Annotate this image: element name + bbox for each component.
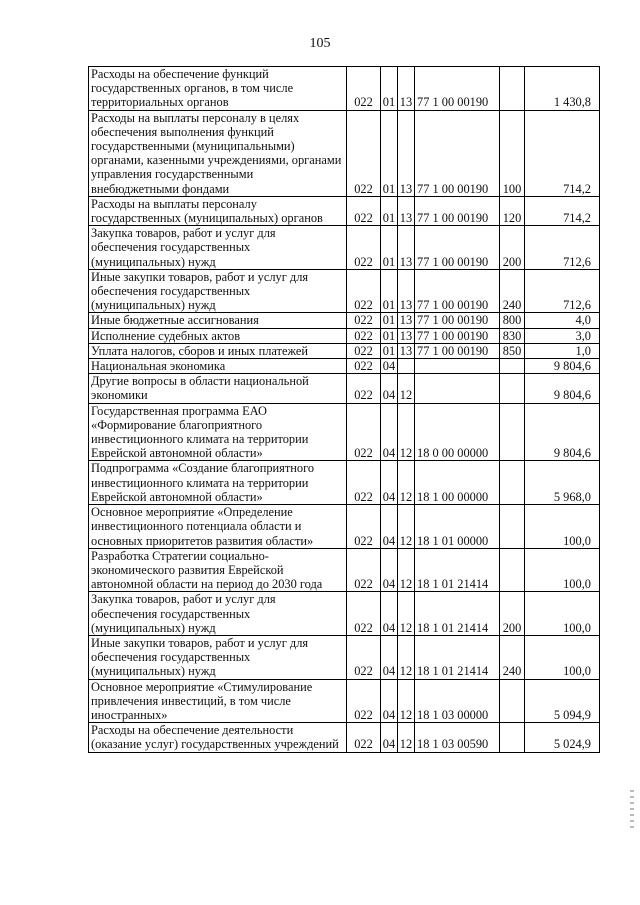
ministry-code: 022 <box>347 592 381 636</box>
amount-value: 9 804,6 <box>525 403 600 461</box>
subsection-code: 12 <box>398 592 415 636</box>
target-article-code: 18 1 01 21414 <box>415 592 500 636</box>
row-name: Иные закупки товаров, работ и услуг для обеспечения государственных (муниципальных) нужд <box>89 635 347 679</box>
expense-type-code: 830 <box>500 328 525 343</box>
table-row <box>89 374 600 403</box>
row-name: Иные закупки товаров, работ и услуг для обеспечения государственных (муниципальных) нужд <box>89 269 347 313</box>
section-code: 04 <box>381 461 398 505</box>
table-row <box>89 343 600 358</box>
table-row <box>89 635 600 679</box>
target-article-code: 18 1 03 00000 <box>415 679 500 723</box>
expense-type-code <box>500 548 525 592</box>
expense-type-code: 240 <box>500 269 525 313</box>
subsection-code <box>398 359 415 374</box>
expense-type-code <box>500 403 525 461</box>
row-name: Расходы на выплаты персоналу государственных (муниципальных) органов <box>89 196 347 225</box>
amount-value: 100,0 <box>525 548 600 592</box>
target-article-code: 18 1 01 21414 <box>415 548 500 592</box>
section-code: 01 <box>381 269 398 313</box>
table-row <box>89 548 600 592</box>
amount-value: 1,0 <box>525 343 600 358</box>
amount-value: 3,0 <box>525 328 600 343</box>
amount-value: 4,0 <box>525 313 600 328</box>
section-code: 01 <box>381 328 398 343</box>
subsection-code: 12 <box>398 548 415 592</box>
section-code: 04 <box>381 359 398 374</box>
budget-table <box>88 66 600 753</box>
table-row <box>89 226 600 270</box>
target-article-code: 77 1 00 00190 <box>415 343 500 358</box>
ministry-code: 022 <box>347 328 381 343</box>
row-name: Национальная экономика <box>89 359 347 374</box>
section-code: 04 <box>381 374 398 403</box>
section-code: 01 <box>381 313 398 328</box>
row-name: Закупка товаров, работ и услуг для обеспечения государственных (муниципальных) нужд <box>89 592 347 636</box>
table-row <box>89 679 600 723</box>
row-name: Государственная программа ЕАО «Формирование благоприятного инвестиционного климата на территории Еврейской автономной области» <box>89 403 347 461</box>
section-code: 01 <box>381 226 398 270</box>
target-article-code: 77 1 00 00190 <box>415 313 500 328</box>
target-article-code: 18 1 01 00000 <box>415 505 500 549</box>
ministry-code: 022 <box>347 548 381 592</box>
target-article-code: 77 1 00 00190 <box>415 269 500 313</box>
expense-type-code <box>500 505 525 549</box>
section-code: 01 <box>381 67 398 111</box>
expense-type-code: 100 <box>500 110 525 196</box>
target-article-code: 18 1 03 00590 <box>415 723 500 752</box>
table-row <box>89 196 600 225</box>
amount-value: 5 024,9 <box>525 723 600 752</box>
subsection-code: 13 <box>398 226 415 270</box>
target-article-code: 77 1 00 00190 <box>415 226 500 270</box>
table-row <box>89 359 600 374</box>
amount-value: 712,6 <box>525 269 600 313</box>
amount-value: 9 804,6 <box>525 374 600 403</box>
ministry-code: 022 <box>347 403 381 461</box>
ministry-code: 022 <box>347 269 381 313</box>
amount-value: 714,2 <box>525 196 600 225</box>
row-name: Основное мероприятие «Определение инвестиционного потенциала области и основных приоритетов развития области» <box>89 505 347 549</box>
scan-edge-marks <box>630 790 634 830</box>
amount-value: 5 968,0 <box>525 461 600 505</box>
expense-type-code: 240 <box>500 635 525 679</box>
row-name: Расходы на обеспечение функций государственных органов, в том числе территориальных органов <box>89 67 347 111</box>
ministry-code: 022 <box>347 374 381 403</box>
ministry-code: 022 <box>347 635 381 679</box>
ministry-code: 022 <box>347 723 381 752</box>
section-code: 04 <box>381 592 398 636</box>
table-row <box>89 723 600 752</box>
row-name: Подпрограмма «Создание благоприятного инвестиционного климата на территории Еврейской автономной области» <box>89 461 347 505</box>
subsection-code: 13 <box>398 343 415 358</box>
subsection-code: 12 <box>398 679 415 723</box>
target-article-code: 77 1 00 00190 <box>415 67 500 111</box>
amount-value: 1 430,8 <box>525 67 600 111</box>
row-name: Иные бюджетные ассигнования <box>89 313 347 328</box>
ministry-code: 022 <box>347 505 381 549</box>
table-row <box>89 67 600 111</box>
row-name: Разработка Стратегии социально-экономического развития Еврейской автономной области на период до 2030 года <box>89 548 347 592</box>
expense-type-code <box>500 359 525 374</box>
expense-type-code <box>500 679 525 723</box>
expense-type-code <box>500 374 525 403</box>
target-article-code: 77 1 00 00190 <box>415 328 500 343</box>
ministry-code: 022 <box>347 110 381 196</box>
subsection-code: 13 <box>398 313 415 328</box>
amount-value: 712,6 <box>525 226 600 270</box>
table-row <box>89 269 600 313</box>
table-row <box>89 110 600 196</box>
expense-type-code <box>500 67 525 111</box>
section-code: 04 <box>381 679 398 723</box>
table-row <box>89 592 600 636</box>
ministry-code: 022 <box>347 679 381 723</box>
target-article-code: 77 1 00 00190 <box>415 110 500 196</box>
expense-type-code <box>500 723 525 752</box>
row-name: Основное мероприятие «Стимулирование привлечения инвестиций, в том числе иностранных» <box>89 679 347 723</box>
section-code: 04 <box>381 505 398 549</box>
amount-value: 9 804,6 <box>525 359 600 374</box>
subsection-code: 13 <box>398 110 415 196</box>
row-name: Уплата налогов, сборов и иных платежей <box>89 343 347 358</box>
ministry-code: 022 <box>347 196 381 225</box>
target-article-code: 18 1 00 00000 <box>415 461 500 505</box>
amount-value: 5 094,9 <box>525 679 600 723</box>
ministry-code: 022 <box>347 226 381 270</box>
expense-type-code: 200 <box>500 226 525 270</box>
subsection-code: 12 <box>398 723 415 752</box>
table-row <box>89 505 600 549</box>
target-article-code <box>415 359 500 374</box>
subsection-code: 13 <box>398 67 415 111</box>
subsection-code: 12 <box>398 374 415 403</box>
ministry-code: 022 <box>347 67 381 111</box>
expense-type-code <box>500 461 525 505</box>
row-name: Расходы на обеспечение деятельности (оказание услуг) государственных учреждений <box>89 723 347 752</box>
ministry-code: 022 <box>347 359 381 374</box>
section-code: 04 <box>381 548 398 592</box>
target-article-code: 77 1 00 00190 <box>415 196 500 225</box>
table-row <box>89 461 600 505</box>
budget-table-body <box>89 67 600 753</box>
subsection-code: 12 <box>398 403 415 461</box>
expense-type-code: 850 <box>500 343 525 358</box>
subsection-code: 13 <box>398 328 415 343</box>
target-article-code <box>415 374 500 403</box>
amount-value: 714,2 <box>525 110 600 196</box>
subsection-code: 12 <box>398 505 415 549</box>
subsection-code: 12 <box>398 461 415 505</box>
row-name: Исполнение судебных актов <box>89 328 347 343</box>
row-name: Закупка товаров, работ и услуг для обеспечения государственных (муниципальных) нужд <box>89 226 347 270</box>
section-code: 01 <box>381 110 398 196</box>
subsection-code: 13 <box>398 196 415 225</box>
row-name: Другие вопросы в области национальной экономики <box>89 374 347 403</box>
amount-value: 100,0 <box>525 592 600 636</box>
subsection-code: 12 <box>398 635 415 679</box>
ministry-code: 022 <box>347 313 381 328</box>
section-code: 04 <box>381 635 398 679</box>
target-article-code: 18 1 01 21414 <box>415 635 500 679</box>
target-article-code: 18 0 00 00000 <box>415 403 500 461</box>
amount-value: 100,0 <box>525 505 600 549</box>
section-code: 01 <box>381 196 398 225</box>
ministry-code: 022 <box>347 461 381 505</box>
section-code: 04 <box>381 723 398 752</box>
table-row <box>89 313 600 328</box>
page-number: 105 <box>309 36 331 51</box>
section-code: 01 <box>381 343 398 358</box>
amount-value: 100,0 <box>525 635 600 679</box>
expense-type-code: 120 <box>500 196 525 225</box>
subsection-code: 13 <box>398 269 415 313</box>
expense-type-code: 200 <box>500 592 525 636</box>
table-row <box>89 403 600 461</box>
expense-type-code: 800 <box>500 313 525 328</box>
row-name: Расходы на выплаты персоналу в целях обеспечения выполнения функций государственными (муниципальными) органами, казенными учреждениями, органами управления государственными внебюджетными фондами <box>89 110 347 196</box>
section-code: 04 <box>381 403 398 461</box>
table-row <box>89 328 600 343</box>
ministry-code: 022 <box>347 343 381 358</box>
